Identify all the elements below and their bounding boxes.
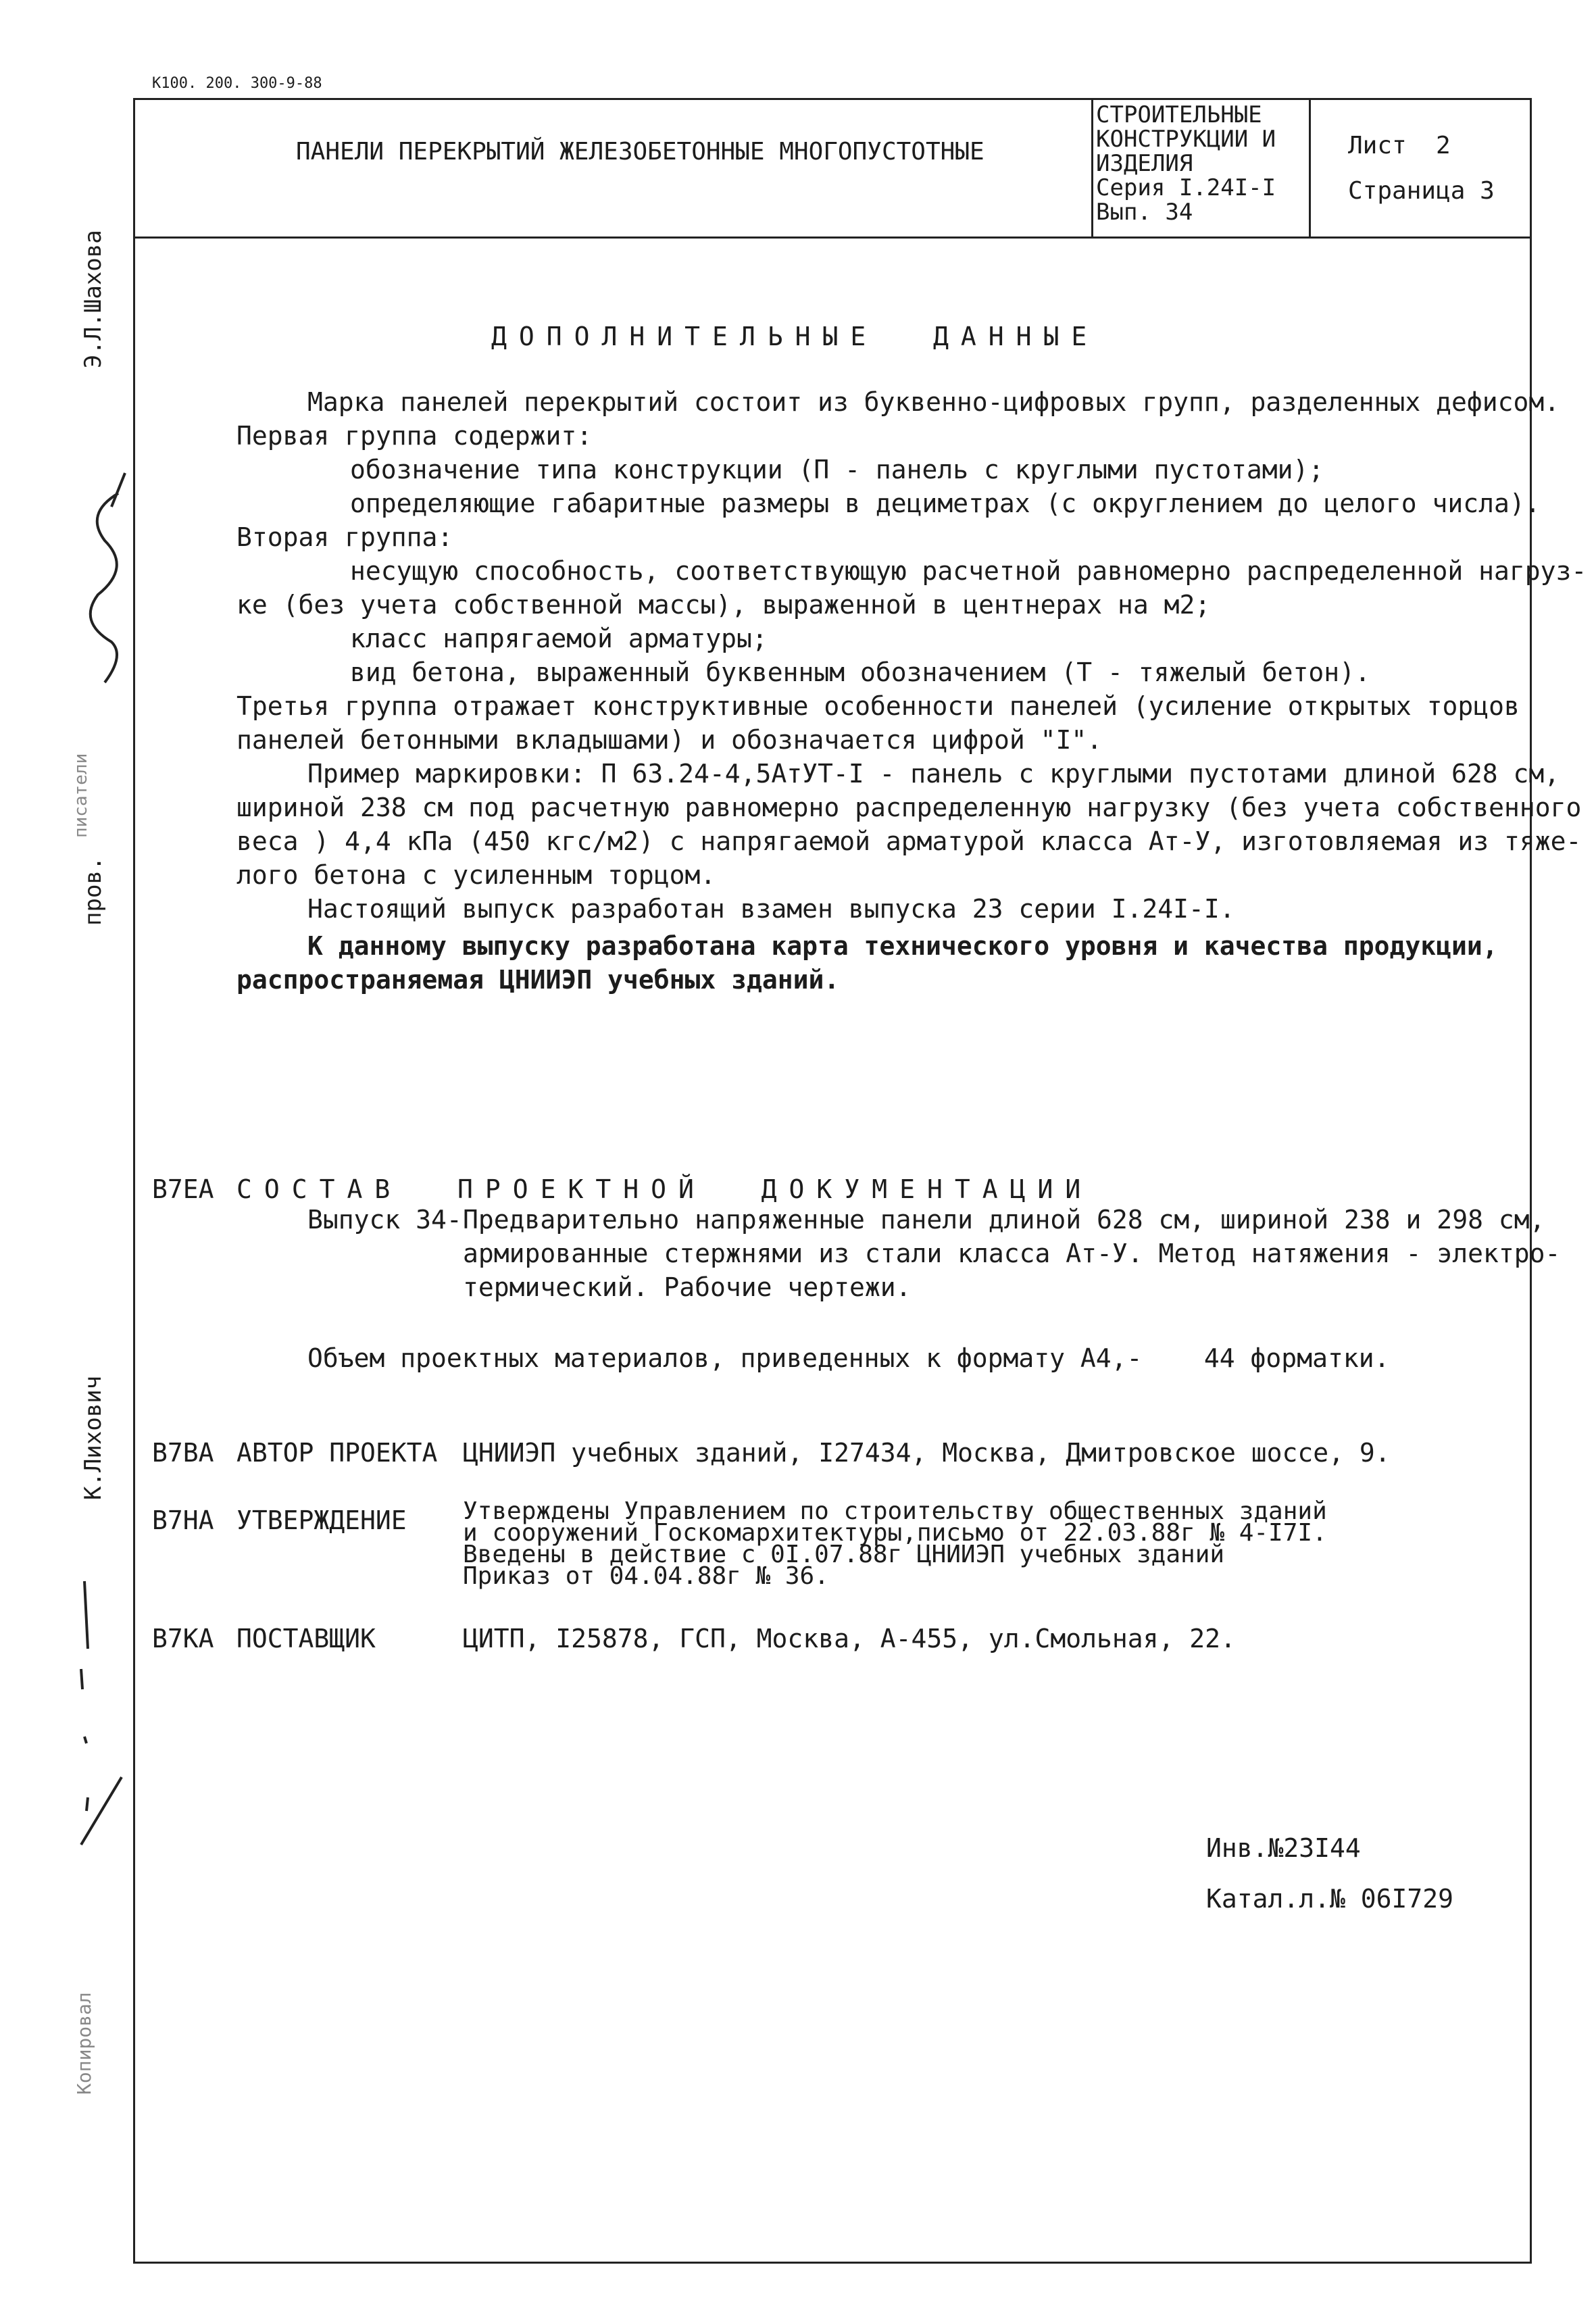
record-code: В7НА <box>152 1505 214 1535</box>
record-label: ПОСТАВЩИК <box>236 1624 376 1653</box>
paragraph-line: веса ) 4,4 кПа (450 кгс/м2) с напрягаемой арматурой класса Ат-У, изготовляемая из тяже- <box>236 826 1582 856</box>
paragraph-line: Вторая группа: <box>236 522 453 552</box>
volume-line: Объем проектных материалов, приведенных к формату А4,- 44 форматки. <box>307 1343 1390 1373</box>
record-code: В7КА <box>152 1624 214 1653</box>
paragraph-line: распространяемая ЦНИИЭП учебных зданий. <box>236 965 840 995</box>
paragraph-line: вид бетона, выраженный буквенным обозначением (Т - тяжелый бетон). <box>350 657 1370 687</box>
signature-mark <box>71 466 145 692</box>
record-value: Утверждены Управлением по строительству общественных зданий <box>463 1497 1327 1525</box>
paragraph-line: лого бетона с усиленным торцом. <box>236 860 716 890</box>
record-code: В7ВА <box>152 1438 214 1468</box>
record-value: ЦНИИЭП учебных зданий, I27434, Москва, Дмитровское шоссе, 9. <box>463 1438 1391 1468</box>
header-col-divider-1 <box>1091 98 1093 239</box>
record-label: УТВЕРЖДЕНИЕ <box>236 1505 407 1535</box>
paragraph-line: Пример маркировки: П 63.24-4,5АтУТ-I - панель с круглыми пустотами длиной 628 см, <box>307 759 1560 789</box>
record-value: Введены в действие с 0I.07.88г ЦНИИЭП учебных зданий <box>463 1541 1225 1568</box>
issue-line: армированные стержнями из стали класса Ат-У. Метод натяжения - электро- <box>463 1239 1561 1268</box>
margin-faded-copy: Копировал <box>73 1992 95 2095</box>
margin-signer-likhovich: К.Лихович <box>80 1375 107 1500</box>
margin-faded-text: писатели <box>71 753 91 838</box>
margin-signer-shakhova: Э.Л.Шахова <box>80 230 107 368</box>
issue-label: Выпуск 34- <box>307 1205 462 1235</box>
paragraph-line: К данному выпуску разработана карта технического уровня и качества продукции, <box>307 931 1498 961</box>
paragraph-line: Первая группа содержит: <box>236 421 593 451</box>
paragraph-line: панелей бетонными вкладышами) и обозначается цифрой "I". <box>236 725 1103 755</box>
issue-number: Вып. 34 <box>1096 199 1193 226</box>
header-category <box>1096 103 1276 224</box>
paragraph-line: шириной 238 см под расчетную равномерно распределенную нагрузку (без учета собственного <box>236 793 1582 822</box>
section-heading-documentation: СОСТАВ ПРОЕКТНОЙ ДОКУМЕНТАЦИИ <box>236 1174 1093 1204</box>
paragraph-line: несущую способность, соответствующую расчетной равномерно распределенной нагруз- <box>350 556 1587 586</box>
record-value: ЦИТП, I25878, ГСП, Москва, А-455, ул.Смольная, 22. <box>463 1624 1236 1653</box>
catalog-number: Катал.л.№ 06I729 <box>1206 1884 1454 1914</box>
header-divider <box>133 237 1532 239</box>
section-code: В7ЕА <box>152 1174 214 1204</box>
document-title: ПАНЕЛИ ПЕРЕКРЫТИЙ ЖЕЛЕЗОБЕТОННЫЕ МНОГОПУСТОТНЫЕ <box>296 138 984 166</box>
paragraph-line: обозначение типа конструкции (П - панель с круглыми пустотами); <box>350 455 1324 484</box>
category-line: КОНСТРУКЦИИ И <box>1096 126 1276 153</box>
paragraph-line: определяющие габаритные размеры в дециметрах (с округлением до целого числа). <box>350 489 1541 518</box>
paragraph-line: Марка панелей перекрытий состоит из буквенно-цифровых групп, разделенных дефисом. <box>307 387 1560 417</box>
header-col-divider-2 <box>1309 98 1311 239</box>
record-value: и сооружений Госкомархитектуры,письмо от 22.03.88г № 4-I7I. <box>463 1519 1327 1547</box>
page-number: Страница 3 <box>1348 177 1495 205</box>
record-label: АВТОР ПРОЕКТА <box>236 1438 438 1468</box>
issue-line: термический. Рабочие чертежи. <box>463 1272 912 1302</box>
series-number: Серия I.24I-I <box>1096 174 1276 201</box>
inventory-number: Инв.№23I44 <box>1206 1833 1361 1863</box>
paragraph-line: класс напрягаемой арматуры; <box>350 624 768 653</box>
record-value: Приказ от 04.04.88г № 36. <box>463 1562 829 1590</box>
section-heading-additional-data: ДОПОЛНИТЕЛЬНЫЕ ДАННЫЕ <box>491 322 1099 351</box>
category-line: ИЗДЕЛИЯ <box>1096 150 1193 177</box>
paragraph-line: ке (без учета собственной массы), выраженной в центнерах на м2; <box>236 590 1211 620</box>
paragraph-line: Третья группа отражает конструктивные особенности панелей (усиление открытых торцов <box>236 691 1520 721</box>
issue-line: Предварительно напряженные панели длиной 628 см, шириной 238 и 298 см, <box>463 1205 1545 1235</box>
paragraph-line: Настоящий выпуск разработан взамен выпуска 23 серии I.24I-I. <box>307 894 1235 924</box>
category-line: СТРОИТЕЛЬНЫЕ <box>1096 101 1262 128</box>
sheet-number: Лист 2 <box>1348 132 1451 159</box>
document-code: К100. 200. 300-9-88 <box>152 75 322 92</box>
margin-lines <box>68 1554 149 1854</box>
margin-check-label: пров. <box>80 856 107 926</box>
